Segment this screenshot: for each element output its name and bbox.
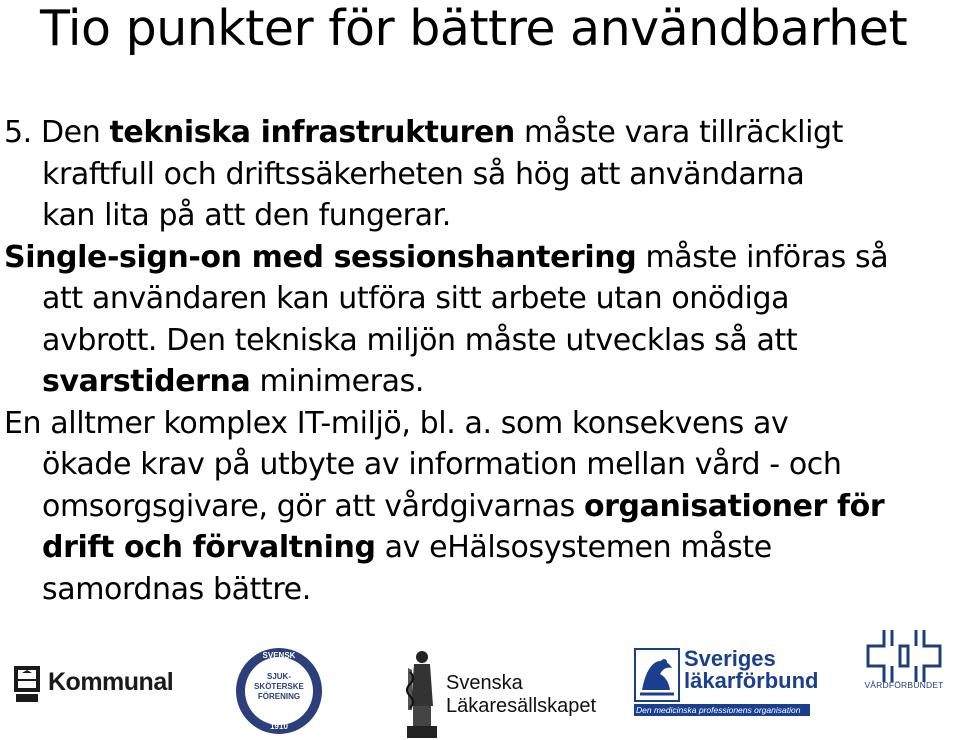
point-5-line-2: kraftfull och driftssäkerheten så hög att användarna bbox=[42, 156, 805, 192]
point-5-line-1: 5. Den tekniska infrastrukturen måste vara tillräckligt bbox=[4, 115, 844, 150]
ssf-mid-text-1: SJUK- bbox=[266, 672, 291, 681]
sls-name: Svenska Läkaresällskapet bbox=[446, 672, 597, 717]
slf-tagline: Den medicinska professionens organisation bbox=[634, 704, 810, 716]
point-5-line-3: kan lita på att den fungerar. bbox=[42, 198, 451, 233]
sso-line-1: Single-sign-on med sessionshantering måste införas så bbox=[4, 239, 889, 275]
ssf-mid-text-2: SKÖTERSKE bbox=[254, 682, 304, 691]
vf-name: VÅRDFÖRBUNDET bbox=[864, 680, 944, 690]
slide-body bbox=[4, 112, 960, 610]
it-line-5: samordnas bättre. bbox=[42, 571, 311, 607]
slf-logo bbox=[634, 646, 819, 715]
sso-line-2: att användaren kan utföra sitt arbete utan onödiga bbox=[42, 281, 790, 316]
vf-cross-icon bbox=[862, 628, 946, 684]
ssf-top-text: SVENSK bbox=[262, 651, 296, 660]
slf-name: Sveriges läkarförbund bbox=[684, 646, 819, 693]
kommunal-logo bbox=[12, 664, 202, 704]
kommunal-name: Kommunal bbox=[48, 668, 174, 696]
sso-line-4: svarstiderna minimeras. bbox=[42, 364, 424, 399]
it-line-4: drift och förvaltning av eHälsosystemen måste bbox=[42, 530, 772, 565]
logo-strip bbox=[0, 620, 960, 731]
slide-title: Tio punkter för bättre användbarhet bbox=[40, 0, 908, 57]
ssf-year: 1910 bbox=[270, 722, 288, 731]
slf-emblem-icon bbox=[634, 648, 680, 702]
vardforbundet-logo bbox=[852, 628, 956, 694]
it-line-2: ökade krav på utbyte av information mellan vård - och bbox=[42, 447, 842, 482]
ssf-logo bbox=[236, 648, 322, 734]
ssf-inner bbox=[245, 657, 313, 725]
sso-line-3: avbrott. Den tekniska miljön måste utvecklas så att bbox=[42, 322, 798, 358]
asclepius-statue-icon bbox=[402, 648, 442, 740]
ssf-mid-text-3: FÖRENING bbox=[257, 692, 301, 701]
it-line-3: omsorgsgivare, gör att vårdgivarnas organisationer för bbox=[42, 488, 885, 524]
kommunal-crest-icon bbox=[12, 664, 42, 704]
it-line-1: En alltmer komplex IT-miljö, bl. a. som konsekvens av bbox=[4, 405, 789, 441]
sls-logo bbox=[402, 648, 597, 740]
